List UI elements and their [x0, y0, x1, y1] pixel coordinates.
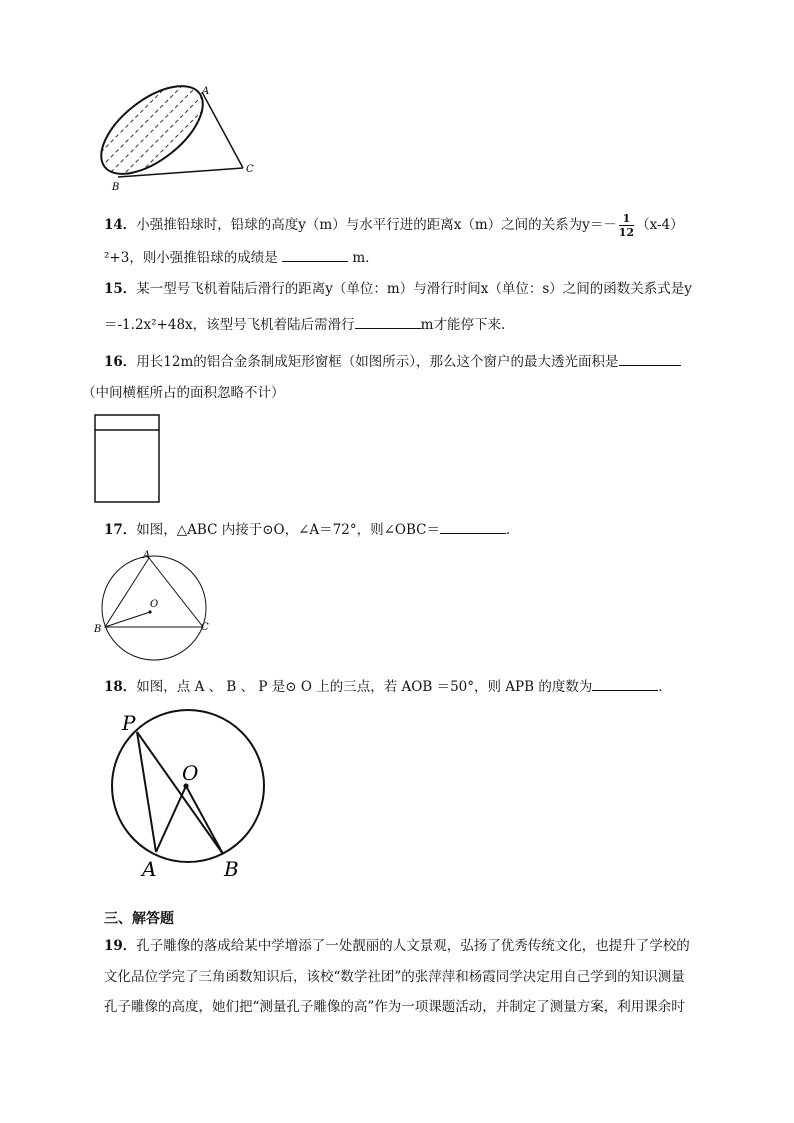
q17-number: 17．	[104, 522, 137, 538]
label-C: C	[201, 622, 209, 633]
window-frame-figure	[94, 414, 164, 506]
label-A: A	[202, 86, 210, 97]
q19-line3	[104, 997, 685, 1017]
q19-number: 19．	[104, 938, 137, 954]
label-B: B	[224, 857, 239, 881]
q14-fraction	[619, 212, 634, 239]
q15-text-2a: ＝-1.2x²+48x，该型号飞机着陆后需滑行	[104, 317, 355, 333]
segment-PB	[137, 732, 223, 854]
window-outer-frame	[95, 415, 159, 502]
label-C: C	[246, 164, 254, 175]
q17-text-1b: ．	[505, 522, 520, 538]
q17-line1	[104, 519, 519, 540]
q16-line1	[104, 351, 681, 372]
q18-circle-figure	[100, 704, 276, 886]
q18-line1	[104, 676, 672, 697]
q15-number: 15．	[104, 281, 137, 297]
label-B: B	[112, 182, 120, 193]
q15-text-1: 某一型号飞机着陆后滑行的距离y（单位：m）与滑行时间x（单位：s）之间的函数关系式是y	[136, 281, 692, 297]
q16-answer-blank[interactable]	[619, 351, 681, 366]
frac-denominator: 12	[618, 226, 635, 239]
q14-text-1a: 小强推铅球时，铅球的高度y（m）与水平行进的距离x（m）之间的关系为y＝－	[136, 217, 617, 233]
q14-line2	[104, 247, 379, 268]
segment-OB	[105, 612, 150, 627]
q16-text-2: （中间横框所占的面积忽略不计）	[82, 385, 285, 401]
label-O: O	[150, 599, 159, 610]
cone-figure	[96, 82, 266, 194]
q15-answer-blank[interactable]	[355, 314, 421, 329]
q18-text-1a: 如图，点 A 、 B 、 P 是⊙ O 上的三点，若 AOB ＝50°，则 APB 的度数为	[136, 679, 593, 695]
q17-answer-blank[interactable]	[440, 519, 506, 534]
q19-text-2: 文化品位学完了三角函数知识后，该校“数学社团”的张萍萍和杨霞同学决定用自己学到的知识测量	[104, 969, 685, 985]
label-A: A	[143, 550, 151, 561]
center-dot-O	[148, 610, 151, 613]
q17-text-1a: 如图，△ABC 内接于⊙O，∠A＝72°，则∠OBC＝	[136, 522, 440, 538]
q19-text-3: 孔子雕像的高度，她们把“测量孔子雕像的高”作为一项课题活动，并制定了测量方案，利用课余时	[104, 999, 685, 1015]
frac-numerator: 1	[619, 212, 634, 226]
q18-text-1b: ．	[658, 679, 672, 695]
q14-line1	[104, 212, 684, 239]
q14-number: 14．	[104, 217, 137, 233]
q14-text-2a: ²+3，则小强推铅球的成绩是	[104, 250, 278, 266]
q16-text-1: 用长12m的铝合金条制成矩形窗框（如图所示），那么这个窗户的最大透光面积是	[136, 354, 619, 370]
q15-line2	[104, 314, 505, 335]
q19-line2	[104, 967, 685, 987]
section-heading: 三、解答题	[104, 911, 174, 927]
label-P: P	[122, 711, 136, 735]
q19-line1	[104, 936, 690, 956]
q15-text-2b: m才能停下来.	[420, 317, 506, 333]
label-O: O	[182, 761, 199, 785]
segment-OB	[186, 786, 223, 854]
q14-text-1b: （x-4）	[636, 217, 684, 233]
q14-answer-blank[interactable]	[282, 247, 348, 262]
q18-number: 18．	[104, 679, 137, 695]
label-B: B	[94, 624, 102, 635]
q14-text-2b: m．	[352, 250, 379, 266]
q16-number: 16．	[104, 354, 137, 370]
segment-OA	[156, 786, 186, 852]
q15-line1	[104, 279, 692, 299]
q18-answer-blank[interactable]	[592, 676, 658, 691]
label-A: A	[142, 857, 157, 881]
q19-text-1: 孔子雕像的落成给某中学增添了一处靓丽的人文景观，弘扬了优秀传统文化，也提升了学校的	[136, 938, 690, 954]
q17-circle-figure	[92, 548, 216, 664]
segment-PA	[137, 732, 156, 852]
q16-line2	[82, 383, 285, 403]
